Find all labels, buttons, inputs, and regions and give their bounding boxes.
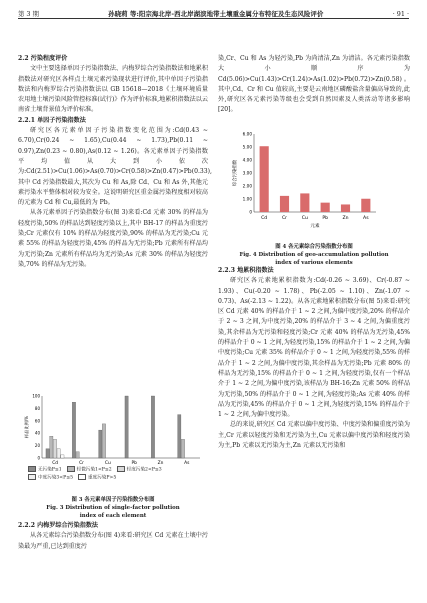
y-tick-label: 2.00 — [242, 183, 252, 189]
bar — [53, 439, 56, 458]
y-axis-label: 综合污染指数 — [233, 159, 238, 187]
x-tick-label: Cr — [79, 461, 84, 466]
legend-item — [28, 474, 73, 482]
legend-label: 轻微污染1<P≤2 — [76, 467, 112, 473]
bar — [76, 452, 79, 458]
fig4-chart — [232, 128, 382, 236]
subsection-heading: 2.2.2 内梅罗综合污染指数法 — [18, 522, 99, 529]
y-tick-label: 60 — [34, 418, 40, 424]
x-tick-label: Zn — [157, 461, 164, 466]
fig3-chart — [24, 392, 204, 472]
issue-number: 第 3 期 — [18, 10, 39, 18]
y-tick-label: 1.00 — [242, 196, 252, 202]
right-column-top — [218, 54, 410, 124]
bar — [125, 396, 128, 458]
x-tick-label: Cd — [52, 461, 59, 466]
x-tick-label: Cu — [301, 216, 308, 221]
bar — [181, 439, 184, 458]
legend-swatch — [78, 474, 86, 480]
legend-label: 轻度污染2<P≤3 — [126, 467, 162, 473]
legend-swatch — [117, 466, 125, 472]
fig3-caption — [18, 496, 208, 520]
bar — [260, 146, 269, 212]
bar — [151, 396, 154, 458]
legend-label: 中度污染3<P≤5 — [38, 475, 74, 481]
legend-item — [28, 466, 62, 474]
caption-en: Fig. 4 Distribution of geo-accumulation pollution — [239, 252, 389, 258]
caption-cn: 图 3 各元素单因子污染指数分布图 — [71, 497, 155, 503]
paragraph: 从各元素单因子污染指数分布(图 3)来看:Cd 元素 30% 的样品为轻度污染,50% 的样品达到轻度污染以上,其中 BH-17 的样品为重度污染;Cr 元素仅有 10% 的样品为轻度污染,90% 的样品为无污染;Cu 元素 55% 的样品为轻度污染,45% 的样品为无污染;Pb 元素所有样品均为无污染;Zn 元素所有样品均为无污染;As 元素 30% 的样品为轻度污染,70% 的样品为无污染。 — [18, 209, 208, 268]
x-tick-label: Cd — [261, 216, 268, 221]
paragraph: 从各元素综合污染指数分布(图 4)来看:研究区 Cd 元素在土壤中污染最为严重,已达到重度污 — [18, 532, 208, 550]
x-tick-label: As — [184, 461, 190, 466]
legend-item — [78, 474, 116, 482]
x-tick-label: Cr — [281, 216, 288, 221]
bar — [321, 203, 330, 212]
fig4-caption — [218, 243, 410, 267]
caption-en: Fig. 3 Distribution of single-factor pollution — [46, 505, 180, 511]
bar — [361, 199, 370, 212]
bar — [280, 196, 289, 212]
caption-en: index of various elements — [275, 260, 353, 266]
bar — [99, 430, 102, 458]
caption-en: index of each element — [79, 513, 147, 519]
paragraph: 总的来说,研究区 Cd 元素以偏中度污染、中度污染和偏重度污染为主,Cr 元素以轻度污染和无污染为主,Cu 元素以偏中度污染和轻度污染为主,Pb 元素以无污染为主,Zn 元素以无污染和 — [218, 421, 410, 450]
bar — [50, 436, 53, 458]
caption-cn: 图 4 各元素综合污染指数分布图 — [275, 244, 353, 250]
bar — [341, 204, 350, 212]
y-axis-label: 样品比例/% — [24, 415, 29, 439]
bar — [102, 424, 105, 458]
y-tick-label: 6.00 — [242, 131, 252, 137]
x-tick-label: Zn — [342, 216, 349, 221]
y-tick-label: 0 — [37, 455, 40, 461]
y-tick-label: 100 — [32, 393, 40, 399]
y-tick-label: 80 — [34, 405, 40, 411]
y-tick-label: 40 — [34, 430, 40, 436]
legend-label: 重度污染P>5 — [88, 475, 117, 481]
page-header — [18, 6, 409, 19]
x-tick-label: Pb — [322, 216, 329, 221]
x-tick-label: Pb — [131, 461, 137, 466]
legend-label: 无污染P≤1 — [38, 467, 62, 473]
running-title: 孙晓莉 等:阳宗海北岸-西北岸湖滨地带土壤重金属分布特征及生态风险评价 — [108, 10, 324, 18]
x-tick-label: Cu — [104, 461, 111, 466]
x-tick-label: As — [363, 216, 369, 221]
left-column — [18, 54, 212, 270]
legend-swatch — [28, 466, 36, 472]
bar — [300, 193, 309, 212]
bar — [57, 449, 60, 458]
legend-swatch — [67, 466, 75, 472]
y-tick-label: 3.00 — [242, 170, 252, 176]
x-axis-label: 元素 — [310, 224, 320, 229]
right-column-bottom — [218, 266, 410, 451]
paragraph: 染,Cr、Cu 和 As 为轻污染,Pb 为尚清洁,Zn 为清洁。各元素污染指数大小顺序为 Cd(5.06)>Cu(1.43)>Cr(1.24)>As(1.02)>Pb(0.72)>Zn(0.58)。其中,Cd、Cr 和 Cu 值较高,主要是云南地区磷酸盐含量偏高导致的,此外,研究区各元素污染等级也会受到自然因素及人类活动等诸多影响[20]。 — [218, 55, 410, 114]
paragraph: 文中主要选择单因子污染指数法、内梅罗综合污染指数法和地累积指数法对研究区各样点土壤元素污染现状进行评价,其中单因子污染指数法和内梅罗综合污染指数法以 GB 15618—2018《土壤环境质量 农用地土壤污染风险管控标准(试行)》作为评价标准,地累积指数法以云南省土壤背景值为评价标准。 — [18, 65, 208, 114]
section-heading: 2.2 污染程度评价 — [18, 55, 68, 62]
legend-item — [117, 466, 162, 474]
y-tick-label: 4.00 — [242, 157, 252, 163]
left-column-bottom — [18, 521, 208, 552]
subsection-heading: 2.2.3 地累积指数法 — [218, 267, 274, 274]
bar — [61, 455, 64, 458]
paragraph: 研究区各元素地累积指数为:Cd(-0.26 ~ 3.69)、Cr(-0.87 ~ 1.93)、Cu(-0.20 ~ 1.78)、Pb(-2.05 ~ 1.10)、Zn(-1.07 ~ 0.73)、As(-2.13 ~ 1.22)。从各元素地累积指数分布(图 5)来看:研究区 Cd 元素 40% 的样品介于 1 ~ 2 之间,为偏中度污染,20% 的样品介于 2 ~ 3 之间,为中度污染,20% 的样品介于 3 ~ 4 之间,为偏重度污染,其余样品为无污染和轻度污染;Cr 元素 40% 的样品为无污染,45% 的样品介于 0 ~ 1 之间,为轻度污染,15% 的样品介于 1 ~ 2 之间,为偏中度污染;Cu 元素 35% 的样品介于 0 ~ 1 之间,为轻度污染,55% 的样品介于 1 ~ 2 之间,为偏中度污染,其余样品为无污染;Pb 元素 80% 的样品为无污染,15% 的样品介于 0 ~ 1 之间,为轻度污染,仅有一个样品介于 1 ~ 2 之间,为偏中度污染,该样品为 BH-16;Zn 元素 50% 的样品为无污染,50% 的样品介于 0 ~ 1 之间,为轻度污染;As 元素 40% 的样品为无污染,45% 的样品介于 0 ~ 1 之间,为轻度污染,15% 的样品介于 1 ~ 2 之间,为偏中度污染。 — [218, 277, 410, 419]
legend-swatch — [28, 474, 36, 480]
bar — [72, 402, 75, 458]
paragraph: 研究区各元素单因子污染指数变化范围为:Cd(0.43 ~ 6.70),Cr(0.24 ~ 1.65),Cu(0.44 ~ 1.73),Pb(0.11 ~ 0.97),Zn(0.23 ~ 0.80),As(0.12 ~ 1.26)。各元素单因子污染指数平均值从大到小依次为:Cd(2.51)>Cu(1.06)>As(0.70)>Cr(0.58)>Zn(0.47)>Pb(0.33),其中 Cd 污染指数最大,其次为 Cu 和 As,除 Cd、Cu 和 As 外,其他元素污染水平整体相对较为安全。这说明研究区重金属污染程度相对较高的元素为 Cd 和 Cu,最低的为 Pb。 — [18, 127, 212, 207]
bar — [178, 415, 181, 458]
y-tick-label: 5.00 — [242, 144, 252, 150]
legend-item — [67, 466, 112, 474]
bar — [46, 449, 49, 458]
page-number: · 91 · — [392, 10, 409, 18]
y-tick-label: 0 — [249, 209, 252, 215]
fig3-legend — [28, 466, 204, 482]
y-tick-label: 20 — [34, 443, 40, 449]
subsection-heading: 2.2.1 单因子污染指数法 — [18, 116, 86, 124]
